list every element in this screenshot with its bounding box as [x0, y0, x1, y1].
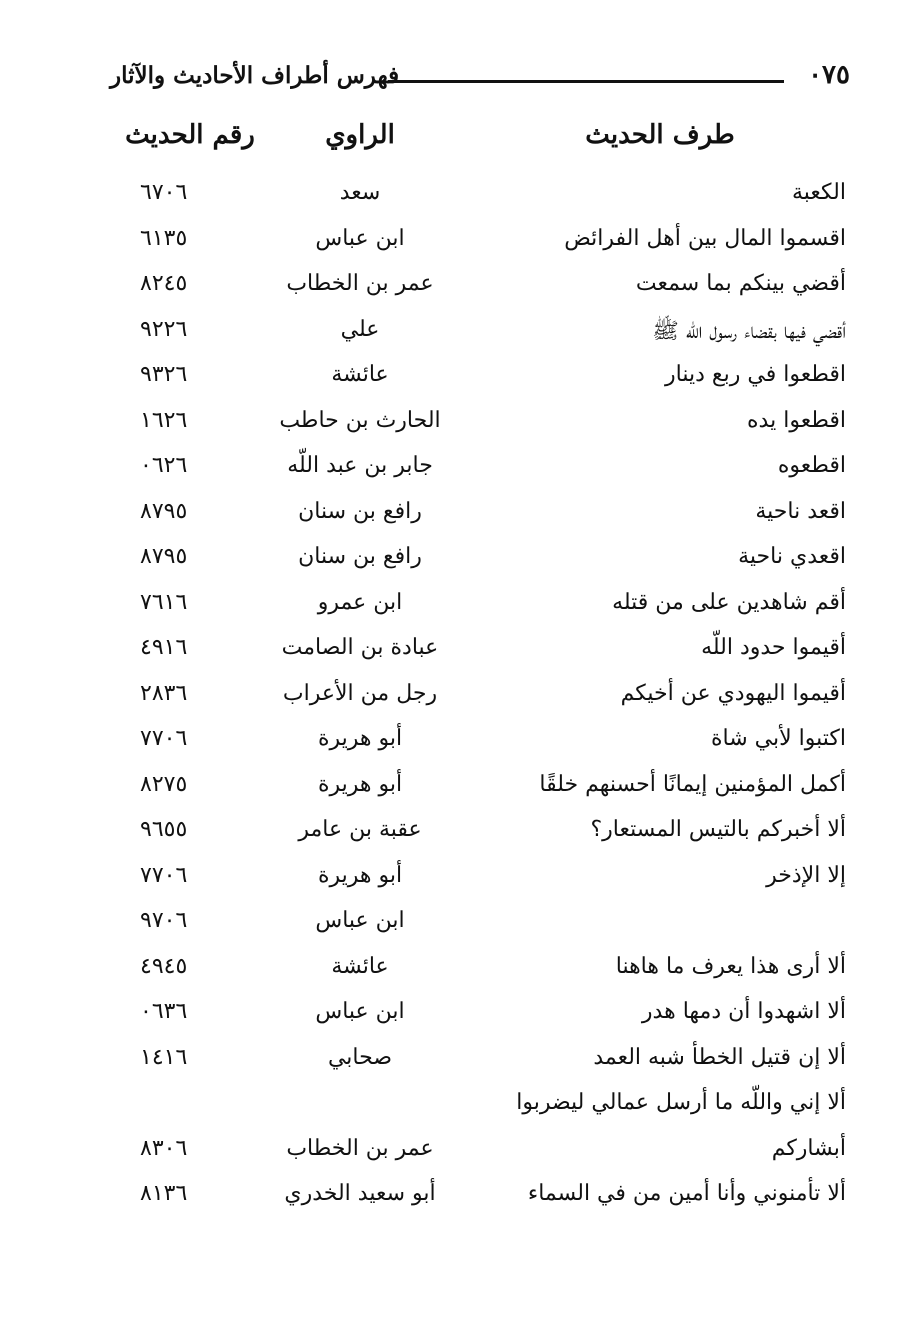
hadith-number: ٦٠٧٧	[140, 726, 188, 751]
table-row	[0, 451, 924, 497]
hadith-text: أبشاركم	[771, 1135, 846, 1161]
narrator-name: أبو هريرة	[317, 771, 403, 797]
narrator-name: عمر بن الخطاب	[286, 271, 434, 296]
hadith-number: ٦٠٧٦	[140, 180, 188, 205]
hadith-number: ٦٢٦١	[140, 407, 188, 433]
table-row	[0, 315, 924, 361]
table-row	[0, 997, 924, 1043]
hadith-text: ألا إن قتيل الخطأ شبه العمد	[593, 1044, 846, 1070]
hadith-number: ٥٣١٦	[140, 225, 188, 251]
hadith-text: إلا الإذخر	[766, 862, 846, 888]
narrator-name: عائشة	[331, 953, 389, 979]
table-row	[0, 770, 924, 816]
table-row	[0, 724, 924, 770]
hadith-text: أقضي بينكم بما سمعت	[635, 271, 846, 296]
table-row	[0, 178, 924, 224]
table-row	[0, 861, 924, 907]
running-title: فهرس أطراف الأحاديث والآثار	[110, 62, 400, 89]
column-headers	[0, 120, 924, 166]
hadith-text: اكتبوا لأبي شاة	[711, 726, 846, 751]
hadith-text: ألا أخبركم بالتيس المستعار؟	[590, 817, 846, 842]
hadith-text: ألا أرى هذا يعرف ما هاهنا	[615, 953, 846, 979]
column-header-number: رقم الحديث	[125, 120, 255, 150]
table-row	[0, 1043, 924, 1089]
narrator-name: عقبة بن عامر	[298, 817, 422, 842]
hadith-text: أقيموا حدود اللّه	[701, 635, 846, 660]
hadith-text: اقطعوا في ربع دينار	[665, 362, 846, 387]
index-table	[0, 178, 924, 1225]
hadith-text: أقضي فيها بقضاء رسول اللّه ﷺ	[652, 318, 846, 344]
hadith-text: ألا إني واللّه ما أرسل عمالي ليضربوا	[516, 1090, 846, 1115]
hadith-text: أقيموا اليهودي عن أخيكم	[620, 680, 846, 706]
narrator-name: عمر بن الخطاب	[286, 1135, 434, 1161]
table-row	[0, 952, 924, 998]
table-row	[0, 360, 924, 406]
column-header-narrator: الراوي	[325, 120, 395, 150]
narrator-name: رافع بن سنان	[298, 498, 422, 524]
table-row	[0, 633, 924, 679]
hadith-text: اقطعوا يده	[747, 407, 846, 433]
hadith-number: ٦٢٣٩	[140, 362, 188, 387]
narrator-name: ابن عباس	[315, 908, 405, 933]
narrator-name: جابر بن عبد اللّه	[287, 453, 433, 478]
hadith-text: الكعبة	[791, 180, 846, 205]
table-row	[0, 588, 924, 634]
hadith-number: ٥٧٢٨	[140, 771, 188, 797]
narrator-name: ابن عباس	[315, 999, 405, 1024]
table-row	[0, 542, 924, 588]
hadith-text: اقسموا المال بين أهل الفرائض	[564, 225, 846, 251]
narrator-name: علي	[340, 316, 380, 342]
header-rule	[388, 80, 784, 83]
table-row	[0, 269, 924, 315]
narrator-name: أبو هريرة	[317, 862, 403, 888]
narrator-name: عبادة بن الصامت	[281, 635, 439, 660]
narrator-name: ابن عباس	[315, 225, 405, 251]
narrator-name: أبو سعيد الخدري	[284, 1181, 436, 1206]
table-row	[0, 406, 924, 452]
narrator-name: ابن عمرو	[317, 589, 403, 615]
hadith-number: ٦٣٨٢	[140, 680, 188, 706]
hadith-text: ألا اشهدوا أن دمها هدر	[641, 999, 846, 1024]
hadith-number: ٦١٩٤	[140, 635, 188, 660]
narrator-name: سعد	[339, 180, 381, 205]
hadith-number: ٦٠٧٩	[140, 908, 188, 933]
hadith-number: ٦٣١٨	[140, 1181, 188, 1206]
narrator-name: أبو هريرة	[317, 726, 403, 751]
hadith-number: ٦٣٦٠	[140, 999, 188, 1024]
hadith-number: ٥٤٢٨	[140, 271, 188, 296]
narrator-name: رجل من الأعراب	[282, 680, 438, 706]
hadith-text: اقطعوه	[777, 453, 846, 478]
narrator-name: رافع بن سنان	[298, 544, 422, 569]
hadith-number: ٥٩٧٨	[140, 498, 188, 524]
hadith-number: ٦٠٣٨	[140, 1135, 188, 1161]
hadith-number: ٥٩٧٨	[140, 544, 188, 569]
hadith-text: أقم شاهدين على من قتله	[612, 589, 846, 615]
hadith-number: ٥٥٦٩	[140, 817, 188, 842]
column-header-hadith: طرف الحديث	[585, 120, 735, 150]
table-row	[0, 1134, 924, 1180]
hadith-number: ٥٤٩٤	[140, 953, 188, 979]
hadith-number: ٦١٦٧	[140, 589, 188, 615]
table-row	[0, 815, 924, 861]
hadith-number: ٦٢٦٠	[140, 453, 188, 478]
running-head	[110, 58, 850, 102]
table-row	[0, 906, 924, 952]
narrator-name: الحارث بن حاطب	[279, 407, 441, 433]
hadith-text: اقعدي ناحية	[738, 544, 846, 569]
table-row	[0, 224, 924, 270]
table-row	[0, 497, 924, 543]
page-number: ٥٧٠	[808, 60, 850, 90]
table-row	[0, 679, 924, 725]
hadith-number: ٦٠٧٧	[140, 862, 188, 888]
hadith-text: أكمل المؤمنين إيمانًا أحسنهم خلقًا	[539, 771, 846, 797]
narrator-name: صحابي	[327, 1044, 393, 1070]
narrator-name: عائشة	[331, 362, 389, 387]
hadith-number: ٦٢٢٩	[140, 316, 188, 342]
table-row	[0, 1088, 924, 1134]
hadith-number: ٦١٤١	[140, 1044, 188, 1070]
hadith-text: ألا تأمنوني وأنا أمين من في السماء	[527, 1181, 846, 1206]
hadith-text: اقعد ناحية	[755, 498, 846, 524]
table-row	[0, 1179, 924, 1225]
